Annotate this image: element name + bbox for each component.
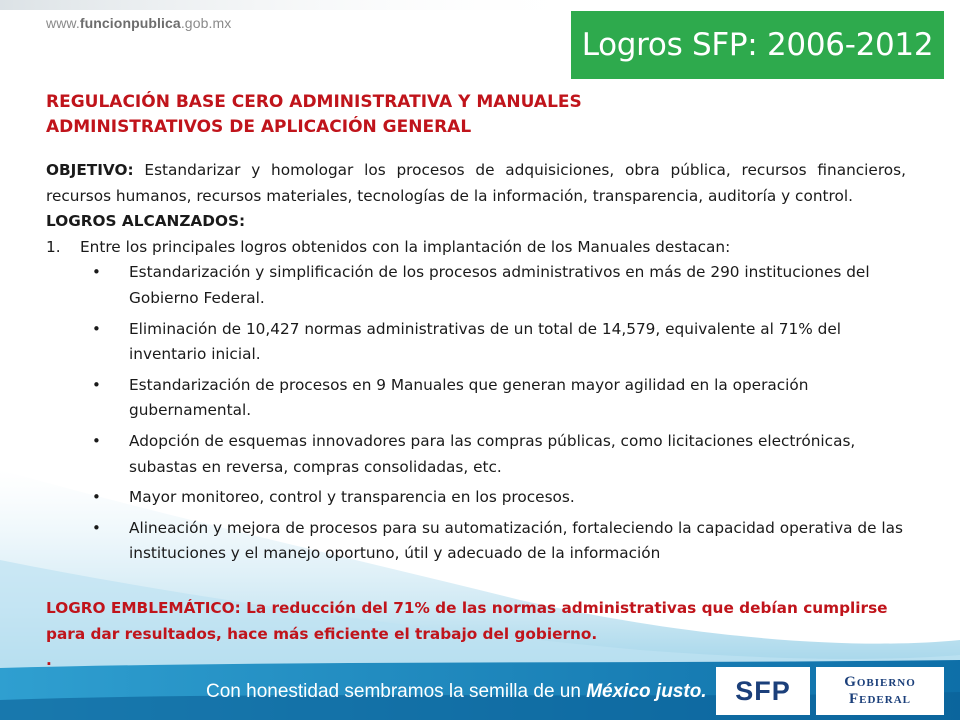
bullet-text: Adopción de esquemas innovadores para las compras públicas, como licitaciones electrónicas, subastas en reversa, compras consolidadas, etc.: [129, 431, 856, 476]
gob-line-2: Federal: [848, 691, 911, 707]
page-title: Logros SFP: 2006-2012: [581, 27, 934, 63]
item-number: 1.: [46, 237, 61, 256]
numbered-item: [46, 235, 906, 261]
bullet-icon: •: [92, 431, 101, 450]
emblematic-achievement: [46, 595, 906, 673]
sfp-logo-text: SFP: [735, 675, 791, 706]
bullet-text: Mayor monitoreo, control y transparencia en los procesos.: [129, 488, 575, 507]
slogan-strong: México justo.: [586, 681, 707, 702]
achievements-list: [46, 260, 906, 567]
achievements-label: LOGROS ALCANZADOS:: [46, 212, 246, 231]
bullet-text: Estandarización y simplificación de los procesos administrativos en más de 290 instituciones del Gobierno Federal.: [129, 263, 870, 307]
url-prefix: www.: [46, 15, 80, 31]
url-suffix: .gob.mx: [180, 15, 232, 31]
objective-paragraph: [46, 158, 906, 209]
title-box: [571, 11, 944, 79]
bullet-icon: •: [92, 518, 101, 537]
list-item: [92, 516, 906, 567]
emblem-trailing: .: [46, 651, 52, 669]
site-url[interactable]: [46, 15, 231, 31]
heading-line-2: ADMINISTRATIVOS DE APLICACIÓN GENERAL: [46, 117, 472, 137]
item-text: Entre los principales logros obtenidos con la implantación de los Manuales destacan:: [80, 237, 731, 256]
gob-line-1: Gobierno: [844, 674, 916, 690]
objective-text: Estandarizar y homologar los procesos de adquisiciones, obra pública, recursos financieros, recursos humanos, recursos materiales, tecnologías de la información, transparencia, auditoría y control.: [46, 161, 906, 205]
bullet-icon: •: [92, 488, 101, 507]
bullet-icon: •: [92, 319, 101, 338]
bullet-icon: •: [92, 263, 101, 282]
content-body: [46, 158, 906, 572]
bullet-icon: •: [92, 375, 101, 394]
gobierno-federal-logo: [816, 667, 944, 715]
list-item: [92, 429, 906, 480]
list-item: [92, 373, 906, 424]
footer-slogan: [206, 681, 707, 703]
slogan-plain: Con honestidad sembramos la semilla de un: [206, 681, 587, 702]
emblem-text: La reducción del 71% de las normas administrativas que debían cumplirse para dar resultados, hace más eficiente el trabajo del gobierno.: [46, 599, 888, 643]
list-item: [92, 260, 906, 311]
bullet-text: Estandarización de procesos en 9 Manuales que generan mayor agilidad en la operación gubernamental.: [129, 375, 809, 420]
heading-line-1: REGULACIÓN BASE CERO ADMINISTRATIVA Y MANUALES: [46, 92, 582, 112]
objective-label: OBJETIVO:: [46, 161, 134, 179]
url-brand: funcionpublica: [79, 15, 181, 31]
bullet-text: Alineación y mejora de procesos para su automatización, fortaleciendo la capacidad operativa de las instituciones y el manejo oportuno, útil y adecuado de la información: [129, 518, 903, 563]
emblem-label: LOGRO EMBLEMÁTICO:: [46, 599, 241, 617]
list-item: [92, 317, 906, 368]
bullet-text: Eliminación de 10,427 normas administrativas de un total de 14,579, equivalente al 71% del inventario inicial.: [129, 319, 841, 364]
sfp-logo: [716, 667, 810, 715]
section-heading: [46, 90, 746, 140]
list-item: [92, 485, 906, 511]
